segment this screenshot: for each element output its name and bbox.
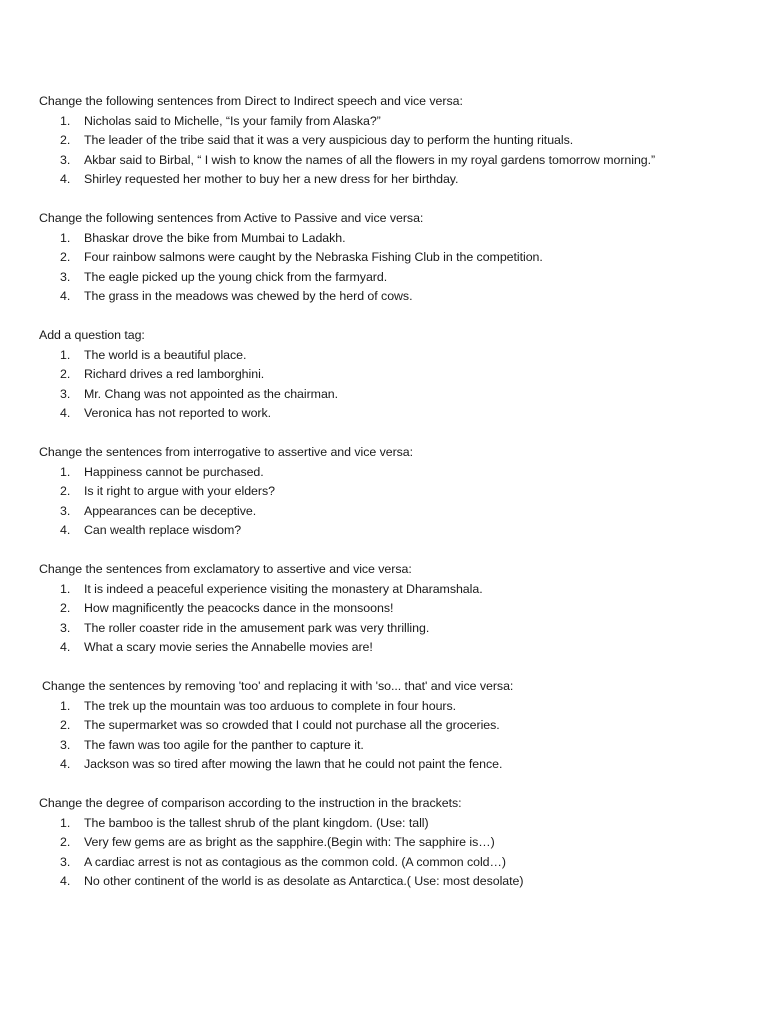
section-too-so-that: [39, 677, 759, 775]
exercise-item: [39, 365, 759, 385]
exercise-list: [39, 814, 759, 892]
exercise-item: [39, 521, 759, 541]
exercise-item: [39, 833, 759, 853]
item-text: The roller coaster ride in the amusement park was very thrilling.: [84, 620, 430, 635]
item-number: 1.: [60, 581, 71, 596]
item-number: 2.: [60, 601, 71, 615]
item-number: 1.: [60, 815, 71, 830]
section-heading: Change the degree of comparison according to the instruction in the brackets:: [39, 796, 462, 810]
item-number: 4.: [60, 289, 71, 303]
item-number: 3.: [60, 737, 71, 752]
exercise-item: [39, 346, 759, 366]
section-heading: Change the following sentences from Direct to Indirect speech and vice versa:: [39, 94, 463, 108]
item-text: Veronica has not reported to work.: [84, 406, 272, 420]
item-text: What a scary movie series the Annabelle movies are!: [84, 640, 373, 654]
item-text: Nicholas said to Michelle, “Is your family from Alaska?”: [84, 113, 381, 128]
item-text: Shirley requested her mother to buy her a new dress for her birthday.: [84, 172, 459, 186]
exercise-item: [39, 736, 759, 756]
item-text: No other continent of the world is as desolate as Antarctica.( Use: most desolate): [84, 874, 524, 888]
item-text: The bamboo is the tallest shrub of the plant kingdom. (Use: tall): [84, 815, 429, 830]
section-heading: Change the sentences from exclamatory to assertive and vice versa:: [39, 562, 412, 576]
item-text: Is it right to argue with your elders?: [84, 484, 275, 498]
exercise-item: [39, 599, 759, 619]
item-text: Bhaskar drove the bike from Mumbai to Ladakh.: [84, 230, 346, 245]
exercise-item: [39, 170, 759, 190]
item-number: 1.: [60, 113, 71, 128]
section-question-tag: [39, 326, 759, 424]
exercise-list: [39, 463, 759, 541]
item-number: 1.: [60, 230, 71, 245]
item-number: 3.: [60, 854, 71, 869]
item-number: 2.: [60, 835, 71, 849]
exercise-item: [39, 716, 759, 736]
item-number: 1.: [60, 347, 71, 362]
section-degree-of-comparison: [39, 794, 759, 892]
exercise-item: [39, 502, 759, 522]
item-text: Akbar said to Birbal, “ I wish to know the names of all the flowers in my royal gardens tomorrow morning.”: [84, 152, 656, 167]
item-text: Four rainbow salmons were caught by the Nebraska Fishing Club in the competition.: [84, 250, 543, 264]
section-interrogative-assertive: [39, 443, 759, 541]
exercise-item: [39, 151, 759, 171]
item-text: Happiness cannot be purchased.: [84, 464, 264, 479]
exercise-item: [39, 580, 759, 600]
item-number: 4.: [60, 406, 71, 420]
exercise-item: [39, 482, 759, 502]
exercise-list: [39, 346, 759, 424]
exercise-list: [39, 697, 759, 775]
exercise-item: [39, 872, 759, 892]
item-number: 2.: [60, 367, 71, 381]
section-heading: Change the sentences by removing 'too' and replacing it with 'so... that' and vice versa:: [42, 679, 514, 693]
exercise-item: [39, 112, 759, 132]
item-number: 3.: [60, 269, 71, 284]
exercise-item: [39, 229, 759, 249]
section-heading: Change the following sentences from Active to Passive and vice versa:: [39, 211, 424, 225]
item-number: 4.: [60, 757, 71, 771]
item-number: 2.: [60, 133, 71, 147]
item-text: Very few gems are as bright as the sapphire.(Begin with: The sapphire is…): [84, 835, 495, 849]
exercise-item: [39, 248, 759, 268]
exercise-item: [39, 755, 759, 775]
item-text: Jackson was so tired after mowing the lawn that he could not paint the fence.: [84, 757, 503, 771]
exercise-list: [39, 229, 759, 307]
exercise-item: [39, 463, 759, 483]
item-text: Richard drives a red lamborghini.: [84, 367, 265, 381]
item-text: The supermarket was so crowded that I could not purchase all the groceries.: [84, 718, 500, 732]
item-number: 4.: [60, 640, 71, 654]
item-text: Can wealth replace wisdom?: [84, 523, 242, 537]
item-number: 4.: [60, 523, 71, 537]
section-exclamatory-assertive: [39, 560, 759, 658]
item-text: The trek up the mountain was too arduous to complete in four hours.: [84, 698, 457, 713]
item-text: It is indeed a peaceful experience visiting the monastery at Dharamshala.: [84, 581, 483, 596]
item-number: 3.: [60, 386, 71, 401]
item-number: 3.: [60, 152, 71, 167]
exercise-item: [39, 638, 759, 658]
exercise-item: [39, 287, 759, 307]
item-number: 2.: [60, 484, 71, 498]
item-text: The eagle picked up the young chick from the farmyard.: [84, 269, 388, 284]
exercise-list: [39, 112, 759, 190]
exercise-item: [39, 385, 759, 405]
exercise-item: [39, 619, 759, 639]
exercise-item: [39, 268, 759, 288]
item-number: 3.: [60, 503, 71, 518]
worksheet-page: [39, 92, 759, 911]
item-text: Mr. Chang was not appointed as the chairman.: [84, 386, 339, 401]
item-text: How magnificently the peacocks dance in the monsoons!: [84, 601, 394, 615]
exercise-item: [39, 853, 759, 873]
item-number: 2.: [60, 250, 71, 264]
item-number: 1.: [60, 698, 71, 713]
item-number: 2.: [60, 718, 71, 732]
item-text: The leader of the tribe said that it was a very auspicious day to perform the hunting rituals.: [84, 133, 574, 147]
item-number: 3.: [60, 620, 71, 635]
section-active-passive: [39, 209, 759, 307]
section-heading: Change the sentences from interrogative to assertive and vice versa:: [39, 445, 414, 459]
exercise-list: [39, 580, 759, 658]
item-number: 4.: [60, 874, 71, 888]
item-text: The world is a beautiful place.: [84, 347, 247, 362]
exercise-item: [39, 404, 759, 424]
item-text: Appearances can be deceptive.: [84, 503, 257, 518]
section-direct-indirect-speech: [39, 92, 759, 190]
item-text: The fawn was too agile for the panther to capture it.: [84, 737, 364, 752]
exercise-item: [39, 697, 759, 717]
section-heading: Add a question tag:: [39, 328, 145, 342]
item-text: A cardiac arrest is not as contagious as the common cold. (A common cold…): [84, 854, 506, 869]
exercise-item: [39, 814, 759, 834]
item-text: The grass in the meadows was chewed by the herd of cows.: [84, 289, 413, 303]
item-number: 1.: [60, 464, 71, 479]
item-number: 4.: [60, 172, 71, 186]
exercise-item: [39, 131, 759, 151]
